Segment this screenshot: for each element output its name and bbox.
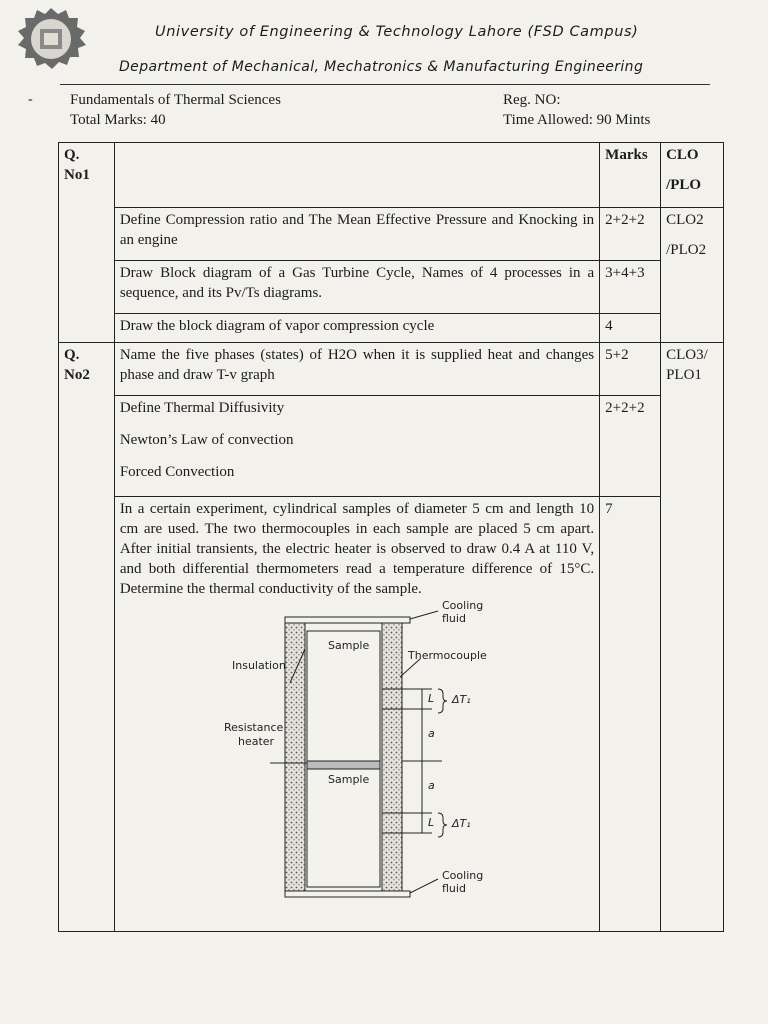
delta-t-label-2: ΔT₁ (451, 817, 471, 830)
l-label-2: L (427, 816, 434, 829)
resistance-label-2: heater (237, 735, 274, 748)
cooling-bottom-label-1: Cooling (441, 869, 484, 882)
q2-part-b-marks: 2+2+2 (600, 396, 661, 497)
time-allowed: Time Allowed: 90 Mints (503, 112, 651, 128)
a-label-2: a (427, 779, 435, 792)
clo-header: CLO /PLO (661, 143, 724, 208)
q1-part-a: Define Compression ratio and The Mean Effective Pressure and Knocking in an engine (114, 208, 599, 261)
q1-label: Q. No1 (59, 143, 115, 343)
sample-bottom-body (307, 769, 380, 887)
thermal-conductivity-apparatus (210, 601, 510, 927)
table-row (59, 261, 724, 314)
q1-header-blank (114, 143, 599, 208)
brace-icon (438, 813, 447, 837)
q2-part-a (114, 343, 599, 396)
total-marks: Total Marks: 40 (70, 112, 166, 128)
cooling-top-label-1: Cooling (441, 601, 484, 612)
cooling-top-label-2: fluid (441, 612, 466, 625)
table-row (59, 208, 724, 261)
cooling-arrow-top (410, 611, 438, 619)
delta-t-label-1: ΔT₁ (451, 693, 471, 706)
q2-part-b-line: Forced Convection (119, 464, 235, 480)
thermocouple-label: Thermocouple (407, 649, 487, 662)
table-row (59, 343, 724, 396)
marks-header: Marks (600, 143, 661, 208)
table-row (59, 143, 724, 208)
university-name: University of Engineering & Technology Lahore (FSD Campus) (155, 24, 639, 40)
q2-part-c-text: In a certain experiment, cylindrical samples of diameter 5 cm and length 10 cm are used. The two thermocouples in each sample are placed 5 cm apart. After initial transients, the electric heater is observed to draw 0.4 A at 110 V, and both differential thermometers read a temperature difference of 15°C. Determine the thermal conductivity of the sample. (119, 501, 595, 597)
brace-icon (438, 689, 447, 713)
cooling-bottom-label-2: fluid (441, 882, 466, 895)
cooling-arrow-bottom (410, 879, 438, 893)
experiment-figure (120, 599, 594, 929)
q2-part-b-line: Newton’s Law of convection (119, 432, 294, 448)
insulation-right (382, 623, 402, 891)
q1-clo: CLO2 /PLO2 (661, 208, 724, 343)
table-row (59, 396, 724, 497)
insulation-label: Insulation (231, 659, 286, 672)
margin-mark: - (28, 92, 33, 107)
reg-no: Reg. NO: (503, 92, 561, 108)
q2-part-a-marks: 5+2 (600, 343, 661, 396)
q1-part-c: Draw the block diagram of vapor compression cycle (114, 314, 599, 343)
course-title: Fundamentals of Thermal Sciences (70, 92, 281, 108)
q2-part-c-marks: 7 (600, 497, 661, 932)
university-crest-icon (8, 6, 94, 72)
insulation-left (285, 623, 305, 891)
header-rule (60, 84, 710, 85)
department-name: Department of Mechanical, Mechatronics & Manufacturing Engineering (119, 59, 644, 75)
q1-part-b-marks: 3+4+3 (600, 261, 661, 314)
q2-part-b (114, 396, 599, 497)
a-label-1: a (427, 727, 435, 740)
sample-bottom-label: Sample (327, 773, 370, 786)
table-row (59, 497, 724, 932)
q1-part-a-marks: 2+2+2 (600, 208, 661, 261)
resistance-heater (307, 761, 380, 769)
q2-part-c (114, 497, 599, 932)
q1-part-b: Draw Block diagram of a Gas Turbine Cycle, Names of 4 processes in a sequence, and its Pv/Ts diagrams. (114, 261, 599, 314)
q2-label: Q. No2 (59, 343, 115, 932)
cooling-plate-bottom (285, 891, 410, 897)
sample-top-label: Sample (327, 639, 370, 652)
l-label-1: L (427, 692, 434, 705)
q1-part-c-marks: 4 (600, 314, 661, 343)
q2-part-b-line: Define Thermal Diffusivity (119, 400, 285, 416)
table-row (59, 314, 724, 343)
question-table (58, 142, 724, 932)
resistance-label-1: Resistance (223, 721, 284, 734)
q2-clo: CLO3/ PLO1 (661, 343, 724, 932)
q2-part-a-text: Name the five phases (states) of H2O when it is supplied heat and changes phase and draw T-v graph (119, 347, 595, 383)
cooling-plate-top (285, 617, 410, 623)
